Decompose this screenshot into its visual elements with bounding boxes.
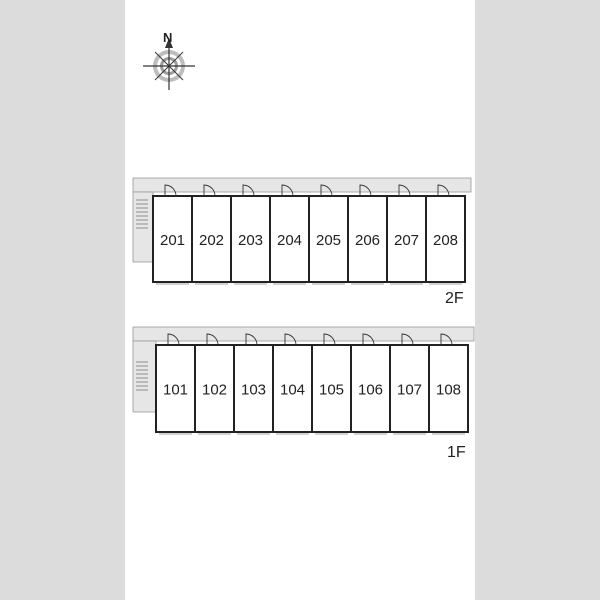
unit-label: 205	[315, 232, 342, 249]
unit-label: 204	[276, 232, 303, 249]
unit-107[interactable]	[390, 334, 429, 434]
unit-label: 106	[357, 381, 384, 399]
unit-207[interactable]	[387, 185, 426, 284]
floor-label-2f: 2F	[445, 290, 464, 307]
unit-label: 206	[354, 232, 381, 249]
unit-label: 104	[279, 381, 306, 399]
unit-label: 207	[393, 232, 420, 249]
unit-label: 105	[318, 381, 345, 399]
unit-label: 202	[198, 232, 225, 249]
unit-206[interactable]	[348, 185, 387, 284]
corridor	[133, 178, 471, 192]
unit-label: 107	[396, 381, 423, 399]
north-label: N	[163, 30, 173, 45]
stair-landing	[133, 341, 156, 412]
unit-label: 208	[432, 232, 459, 249]
unit-202[interactable]	[192, 185, 231, 284]
unit-label: 201	[159, 232, 186, 249]
unit-104[interactable]	[273, 334, 312, 434]
unit-205[interactable]	[309, 185, 348, 284]
unit-label: 108	[435, 381, 462, 399]
unit-208[interactable]	[426, 185, 465, 284]
corridor	[133, 327, 474, 341]
unit-label: 102	[201, 381, 228, 399]
compass-rose-icon	[143, 38, 195, 90]
floor-label-1f: 1F	[447, 444, 466, 461]
floor-2f-plan	[133, 178, 471, 284]
unit-204[interactable]	[270, 185, 309, 284]
unit-106[interactable]	[351, 334, 390, 434]
stair-landing	[133, 192, 153, 262]
floor-1f-plan	[133, 327, 474, 434]
unit-103[interactable]	[234, 334, 273, 434]
unit-201[interactable]	[153, 185, 192, 284]
unit-label: 103	[240, 381, 267, 399]
unit-108[interactable]	[429, 334, 468, 434]
unit-label: 203	[237, 232, 264, 249]
unit-label: 101	[162, 381, 189, 399]
unit-102[interactable]	[195, 334, 234, 434]
unit-101[interactable]	[156, 334, 195, 434]
unit-105[interactable]	[312, 334, 351, 434]
unit-203[interactable]	[231, 185, 270, 284]
